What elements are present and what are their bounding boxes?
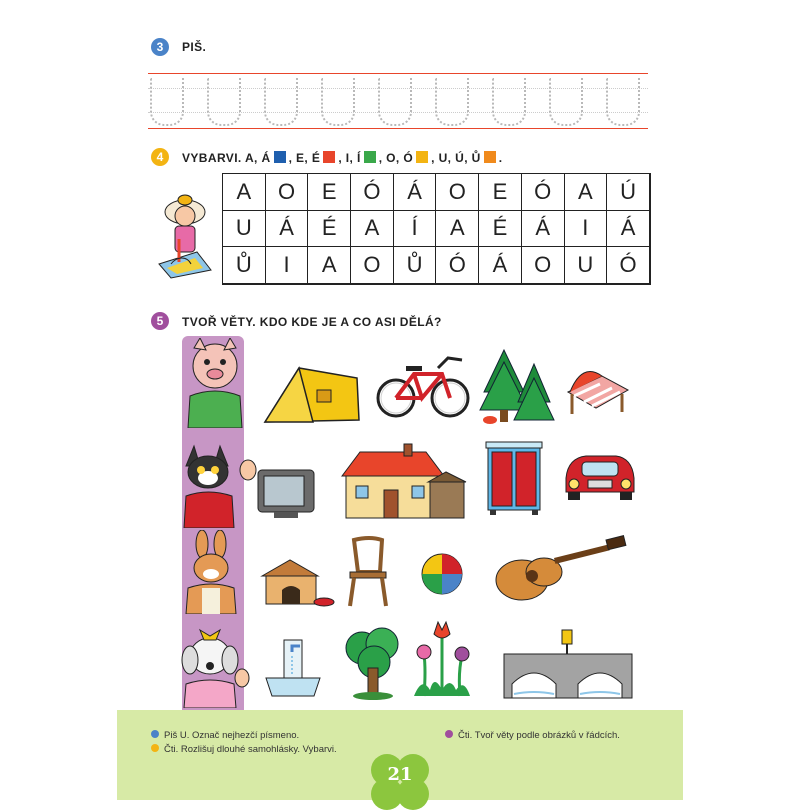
grid-cell[interactable]: Ó [607,247,650,284]
chair-icon [344,536,392,608]
grid-cell[interactable]: Ů [394,247,437,284]
tree-icon [340,622,406,700]
task-5-instruction: TVOŘ VĚTY. KDO KDE JE A CO ASI DĚLÁ? [182,315,442,329]
grid-cell[interactable]: Á [522,211,565,248]
dog-illustration [176,620,256,708]
color-swatch-orange [484,151,496,163]
task-4-instruction: VYBARVI. A, Á , E, É , I, Í , O, Ó , U, Ú, Ů . [182,151,503,165]
grid-cell[interactable]: O [266,174,309,211]
grid-cell[interactable]: O [436,174,479,211]
footer-note-2: Čti. Rozlišuj dlouhé samohlásky. Vybarvi. [151,744,337,755]
task-5-number: 5 [151,312,169,330]
footer-panel [117,710,683,800]
grid-cell[interactable]: A [308,247,351,284]
tv-icon [256,468,316,520]
bridge-icon [502,628,634,702]
trees-icon [478,348,556,428]
flowers-icon [404,620,480,700]
grid-cell[interactable]: I [266,247,309,284]
grid-cell[interactable]: Ú [607,174,650,211]
grid-cell[interactable]: E [308,174,351,211]
grid-cell[interactable]: I [565,211,608,248]
cat-illustration [182,444,260,528]
grid-cell[interactable]: U [565,247,608,284]
grid-cell[interactable]: Á [394,174,437,211]
ball-icon [420,552,464,596]
footer-note-3: Čti. Tvoř věty podle obrázků v řádcích. [445,730,620,741]
grid-cell[interactable]: Ó [436,247,479,284]
tent-icon [259,362,363,426]
letter-grid [222,173,651,285]
grid-cell[interactable]: Á [266,211,309,248]
grid-cell[interactable]: A [351,211,394,248]
color-swatch-yellow [416,151,428,163]
footer-note-1: Piš U. Označ nejhezčí písmeno. [151,730,299,741]
task-3-number: 3 [151,38,169,56]
grid-cell[interactable]: A [223,174,266,211]
color-swatch-red [323,151,335,163]
task-4-number: 4 [151,148,169,166]
grid-cell[interactable]: O [522,247,565,284]
grid-cell[interactable]: A [436,211,479,248]
purple-dot-icon [445,730,453,738]
grid-cell[interactable]: É [308,211,351,248]
guitar-icon [492,534,630,606]
page-number: 21 [387,764,413,785]
doghouse-icon [256,556,336,610]
grid-cell[interactable]: Á [479,247,522,284]
grid-cell[interactable]: Ó [351,174,394,211]
blue-dot-icon [151,730,159,738]
grid-cell[interactable]: É [479,211,522,248]
grid-cell[interactable]: Í [394,211,437,248]
grid-cell[interactable]: U [223,211,266,248]
bicycle-icon [374,352,472,422]
pig-illustration [184,338,246,428]
house-icon [336,442,468,522]
grid-cell[interactable]: A [565,174,608,211]
car-icon [560,448,640,504]
color-swatch-blue [274,151,286,163]
girl-pencil-illustration [157,194,213,280]
grid-cell[interactable]: O [351,247,394,284]
grid-cell[interactable]: Á [607,211,650,248]
grid-cell[interactable]: E [479,174,522,211]
task-3-instruction: PIŠ. [182,40,207,54]
color-swatch-green [364,151,376,163]
sink-icon [262,638,324,702]
grid-cell[interactable]: Ů [223,247,266,284]
grid-cell[interactable]: Ó [522,174,565,211]
rabbit-illustration [182,530,248,614]
yellow-dot-icon [151,744,159,752]
wardrobe-icon [484,440,544,516]
sun-lounger-icon [562,362,634,418]
